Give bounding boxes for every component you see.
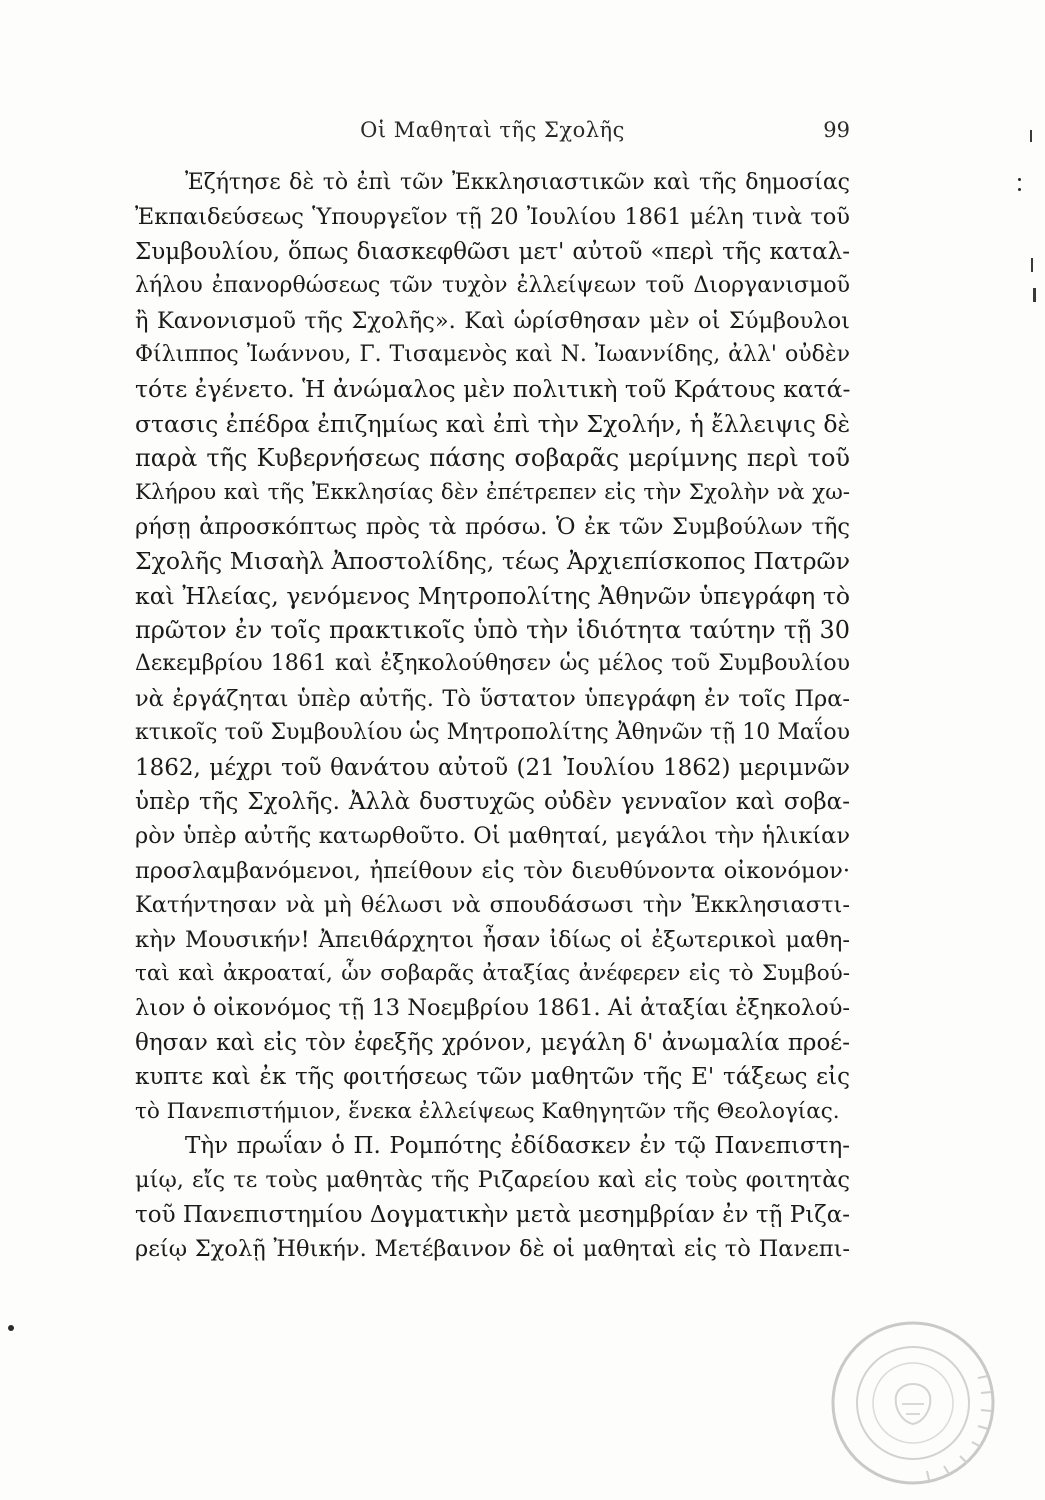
text-line: πρῶτον ἐν τοῖς πρακτικοῖς ὑπὸ τὴν ἰδιότητα ταύτην τῇ 30: [135, 616, 850, 645]
text-line: Ἐκπαιδεύσεως Ὑπουργεῖον τῇ 20 Ἰουλίου 1861 μέλη τινὰ τοῦ: [135, 204, 850, 231]
text-line: προσλαμβανόμενοι, ἠπείθουν εἰς τὸν διευθύνοντα οἰκονόμον·: [135, 857, 850, 884]
margin-scan-mark: [1033, 288, 1036, 302]
text-line: κὴν Μουσικήν! Ἀπειθάρχητοι ἦσαν ἰδίως οἱ ἐξωτερικοὶ μαθη-: [135, 926, 850, 953]
text-line: Τὴν πρωΐαν ὁ Π. Ρομπότης ἐδίδασκεν ἐν τῷ Πανεπιστη-: [185, 1132, 850, 1159]
text-line: λιον ὁ οἰκονόμος τῇ 13 Νοεμβρίου 1861. Αἱ ἀταξίαι ἐξηκολού-: [135, 995, 850, 1022]
text-line: τοῦ Πανεπιστημίου Δογματικὴν μετὰ μεσημβρίαν ἐν τῇ Ριζα-: [135, 1201, 850, 1228]
text-line: κυπτε καὶ ἐκ τῆς φοιτήσεως τῶν μαθητῶν τῆς Ε' τάξεως εἰς: [135, 1064, 850, 1091]
paragraph-1: [135, 166, 850, 1129]
text-line: Κατήντησαν νὰ μὴ θέλωσι νὰ σπουδάσωσι τὴν Ἐκκλησιαστι-: [135, 892, 850, 919]
text-line: κτικοῖς τοῦ Συμβουλίου ὡς Μητροπολίτης Ἀθηνῶν τῇ 10 Μαΐου: [135, 720, 850, 746]
margin-scan-mark: [1018, 178, 1021, 181]
margin-scan-mark: [1030, 130, 1032, 142]
text-line: λήλου ἐπανορθώσεως τῶν τυχὸν ἐλλείψεων τοῦ Διοργανισμοῦ: [135, 273, 850, 299]
margin-scan-mark: [1018, 188, 1021, 191]
text-line: στασις ἐπέδρα ἐπιζημίως καὶ ἐπὶ τὴν Σχολήν, ἡ ἔλλειψις δὲ: [135, 409, 850, 438]
running-title: Οἱ Μαθηταὶ τῆς Σχολῆς: [360, 118, 625, 142]
text-line: Συμβουλίου, ὅπως διασκεφθῶσι μετ' αὐτοῦ «περὶ τῆς καταλ-: [135, 238, 850, 265]
margin-scan-mark: [1031, 258, 1033, 272]
text-line: ρὸν ὑπὲρ αὐτῆς κατωρθοῦτο. Οἱ μαθηταί, μεγάλοι τὴν ἡλικίαν: [135, 823, 850, 850]
text-line: ταὶ καὶ ἀκροαταί, ὧν σοβαρᾶς ἀταξίας ἀνέφερεν εἰς τὸ Συμβού-: [135, 960, 850, 986]
margin-dot: [8, 1325, 14, 1331]
text-line: ὑπὲρ τῆς Σχολῆς. Ἀλλὰ δυστυχῶς οὐδὲν γενναῖον καὶ σοβα-: [135, 789, 850, 816]
text-line: 1862, μέχρι τοῦ θανάτου αὐτοῦ (21 Ἰουλίου 1862) μεριμνῶν: [135, 754, 850, 781]
text-line: Ἐζήτησε δὲ τὸ ἐπὶ τῶν Ἐκκλησιαστικῶν καὶ τῆς δημοσίας: [185, 170, 850, 195]
text-line: Φίλιππος Ἰωάννου, Γ. Τισαμενὸς καὶ Ν. Ἰωαννίδης, ἀλλ' οὐδὲν: [135, 341, 850, 367]
text-line: μίῳ, εἴς τε τοὺς μαθητὰς τῆς Ριζαρείου καὶ εἰς τοὺς φοιτητὰς: [135, 1167, 850, 1194]
text-line: ρείῳ Σχολῇ Ἠθικήν. Μετέβαινον δὲ οἱ μαθηταὶ εἰς τὸ Πανεπι-: [135, 1236, 850, 1263]
text-line: θησαν καὶ εἰς τὸν ἐφεξῆς χρόνον, μεγάλη δ' ἀνωμαλία προέ-: [135, 1029, 850, 1056]
running-head: [135, 118, 850, 148]
text-line: νὰ ἐργάζηται ὑπὲρ αὐτῆς. Τὸ ὕστατον ὑπεγράφη ἐν τοῖς Πρα-: [135, 685, 850, 712]
page-number: 99: [823, 118, 850, 142]
text-line: καὶ Ἠλείας, γενόμενος Μητροπολίτης Ἀθηνῶν ὑπεγράφη τὸ: [135, 581, 850, 610]
text-line: Σχολῆς Μισαὴλ Ἀποστολίδης, τέως Ἀρχιεπίσκοπος Πατρῶν: [135, 547, 850, 576]
text-line: ρήσῃ ἀπροσκόπτως πρὸς τὰ πρόσω. Ὁ ἐκ τῶν Συμβούλων τῆς: [135, 513, 850, 540]
body-text: [135, 166, 850, 1267]
library-stamp-icon: [828, 1318, 998, 1488]
paragraph-2: [135, 1129, 850, 1267]
text-line: Δεκεμβρίου 1861 καὶ ἐξηκολούθησεν ὡς μέλος τοῦ Συμβουλίου: [135, 651, 850, 677]
text-line: τότε ἐγένετο. Ἡ ἀνώμαλος μὲν πολιτικὴ τοῦ Κράτους κατά-: [135, 375, 850, 404]
text-line: ἢ Κανονισμοῦ τῆς Σχολῆς». Καὶ ὡρίσθησαν μὲν οἱ Σύμβουλοι: [135, 307, 850, 334]
text-line: τὸ Πανεπιστήμιον, ἕνεκα ἐλλείψεως Καθηγητῶν τῆς Θεολογίας.: [135, 1098, 840, 1124]
text-line: παρὰ τῆς Κυβερνήσεως πάσης σοβαρᾶς μερίμνης περὶ τοῦ: [135, 444, 850, 473]
text-line: Κλήρου καὶ τῆς Ἐκκλησίας δὲν ἐπέτρεπεν εἰς τὴν Σχολὴν νὰ χω-: [135, 479, 850, 505]
